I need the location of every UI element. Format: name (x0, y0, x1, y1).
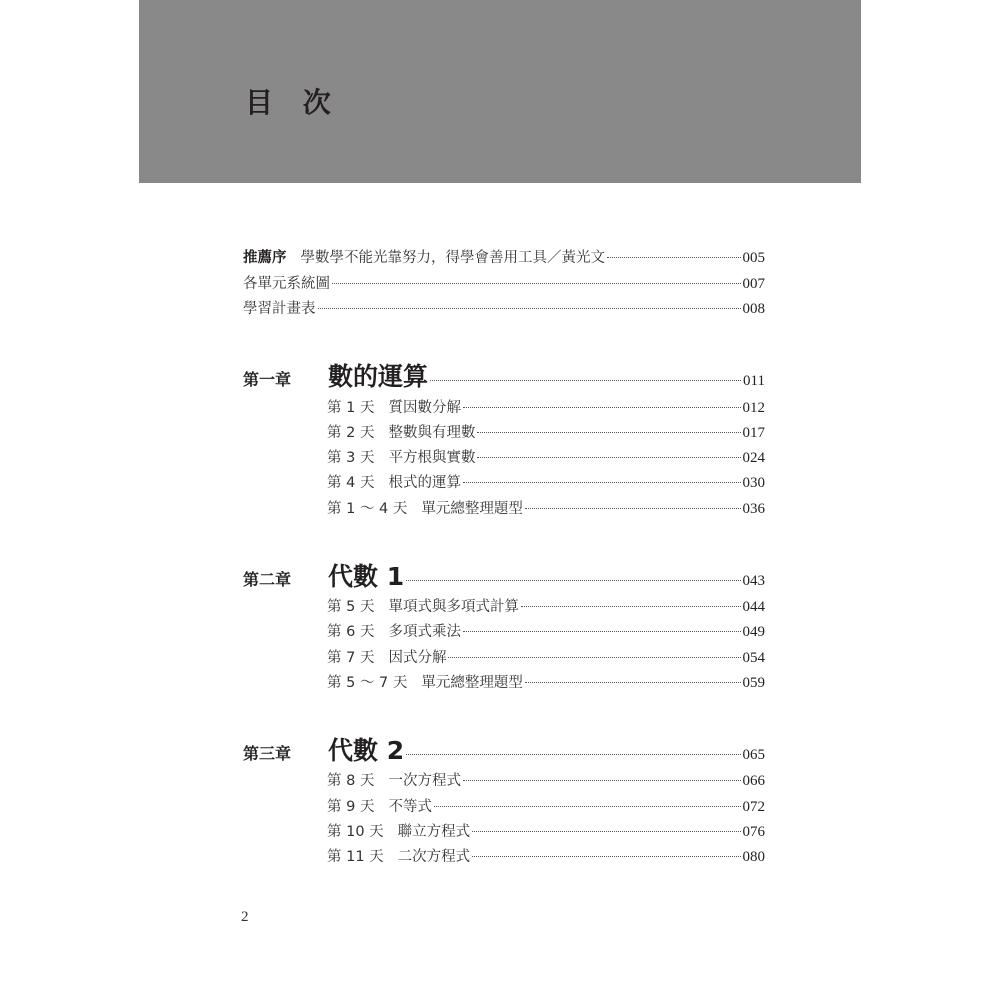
entry-page: 005 (742, 250, 765, 266)
toc-chapter-2[interactable] (243, 557, 765, 593)
day-label: 第 3 天 (327, 450, 375, 466)
header-banner (139, 0, 861, 183)
day-title: 單元總整理題型 (421, 501, 523, 517)
day-label: 第 5 ～ 7 天 (327, 675, 408, 691)
day-page: 076 (742, 824, 765, 840)
day-label: 第 10 天 (327, 824, 384, 840)
dot-leader (525, 508, 741, 509)
toc-entry-system-chart[interactable] (243, 272, 765, 293)
toc-day-entry[interactable] (327, 671, 765, 692)
toc-day-entry[interactable] (327, 620, 765, 641)
toc-chapter-3[interactable] (243, 731, 765, 767)
dot-leader (406, 580, 740, 581)
day-label: 第 9 天 (327, 799, 375, 815)
day-title: 平方根與實數 (388, 450, 476, 466)
page-title: 目 次 (245, 86, 341, 119)
day-label: 第 5 天 (327, 599, 375, 615)
dot-leader (463, 780, 741, 781)
chapter-label: 第二章 (243, 570, 292, 589)
toc-day-entry[interactable] (327, 421, 765, 442)
day-page: 054 (742, 650, 765, 666)
toc-day-entry[interactable] (327, 396, 765, 417)
day-page: 066 (742, 773, 765, 789)
day-title: 單項式與多項式計算 (388, 599, 519, 615)
toc-chapter-1[interactable] (243, 357, 765, 393)
dot-leader (521, 606, 741, 607)
entry-title: 各單元系統圖 (243, 276, 330, 292)
dot-leader (477, 432, 740, 433)
dot-leader (318, 308, 741, 309)
day-label: 第 11 天 (327, 849, 384, 865)
day-title: 多項式乘法 (388, 624, 461, 640)
day-title: 整數與有理數 (388, 425, 476, 441)
day-title: 不等式 (388, 799, 432, 815)
chapter-title: 代數 1 (328, 562, 405, 591)
day-page: 030 (742, 475, 765, 491)
entry-page: 008 (742, 301, 765, 317)
dot-leader (477, 457, 740, 458)
dot-leader (448, 657, 740, 658)
dot-leader (463, 631, 741, 632)
day-title: 一次方程式 (388, 773, 461, 789)
day-label: 第 4 天 (327, 475, 375, 491)
day-label: 第 1 ～ 4 天 (327, 501, 408, 517)
entry-label: 推薦序 (243, 250, 287, 266)
toc-day-entry[interactable] (327, 845, 765, 866)
day-page: 072 (742, 799, 765, 815)
day-page: 080 (742, 849, 765, 865)
toc-day-entry[interactable] (327, 820, 765, 841)
day-page: 049 (742, 624, 765, 640)
day-title: 質因數分解 (388, 400, 461, 416)
toc-day-entry[interactable] (327, 646, 765, 667)
day-page: 044 (742, 599, 765, 615)
toc-day-entry[interactable] (327, 446, 765, 467)
entry-title: 學數學不能光靠努力，得學會善用工具／黃光文 (300, 250, 605, 266)
day-title: 二次方程式 (397, 849, 471, 865)
toc-entry-study-plan[interactable] (243, 297, 765, 318)
chapter-page: 065 (742, 747, 765, 763)
toc-entry-preface[interactable] (243, 246, 765, 267)
day-title: 聯立方程式 (397, 824, 471, 840)
dot-leader (607, 257, 741, 258)
chapter-page: 043 (742, 573, 765, 589)
dot-leader (463, 482, 741, 483)
dot-leader (472, 831, 740, 832)
entry-title: 學習計畫表 (243, 301, 316, 317)
day-label: 第 6 天 (327, 624, 375, 640)
day-page: 059 (742, 675, 765, 691)
day-title: 因式分解 (388, 650, 447, 666)
chapter-title: 代數 2 (328, 736, 405, 765)
day-page: 036 (742, 501, 765, 517)
day-page: 012 (742, 400, 765, 416)
toc-day-entry[interactable] (327, 795, 765, 816)
day-label: 第 8 天 (327, 773, 375, 789)
day-label: 第 7 天 (327, 650, 375, 666)
toc-day-entry[interactable] (327, 471, 765, 492)
chapter-page: 011 (743, 373, 765, 389)
page-number: 2 (241, 909, 249, 925)
day-title: 單元總整理題型 (421, 675, 523, 691)
chapter-title: 數的運算 (328, 362, 429, 391)
chapter-label: 第一章 (243, 370, 292, 389)
dot-leader (430, 380, 741, 381)
dot-leader (472, 856, 740, 857)
dot-leader (525, 682, 741, 683)
toc-day-entry[interactable] (327, 595, 765, 616)
day-page: 024 (742, 450, 765, 466)
toc-day-entry[interactable] (327, 769, 765, 790)
dot-leader (463, 407, 741, 408)
dot-leader (406, 754, 740, 755)
day-label: 第 2 天 (327, 425, 375, 441)
dot-leader (434, 806, 741, 807)
day-page: 017 (742, 425, 765, 441)
dot-leader (332, 283, 741, 284)
day-label: 第 1 天 (327, 400, 375, 416)
chapter-label: 第三章 (243, 744, 292, 763)
day-title: 根式的運算 (388, 475, 461, 491)
entry-page: 007 (742, 276, 765, 292)
toc-day-entry[interactable] (327, 497, 765, 518)
